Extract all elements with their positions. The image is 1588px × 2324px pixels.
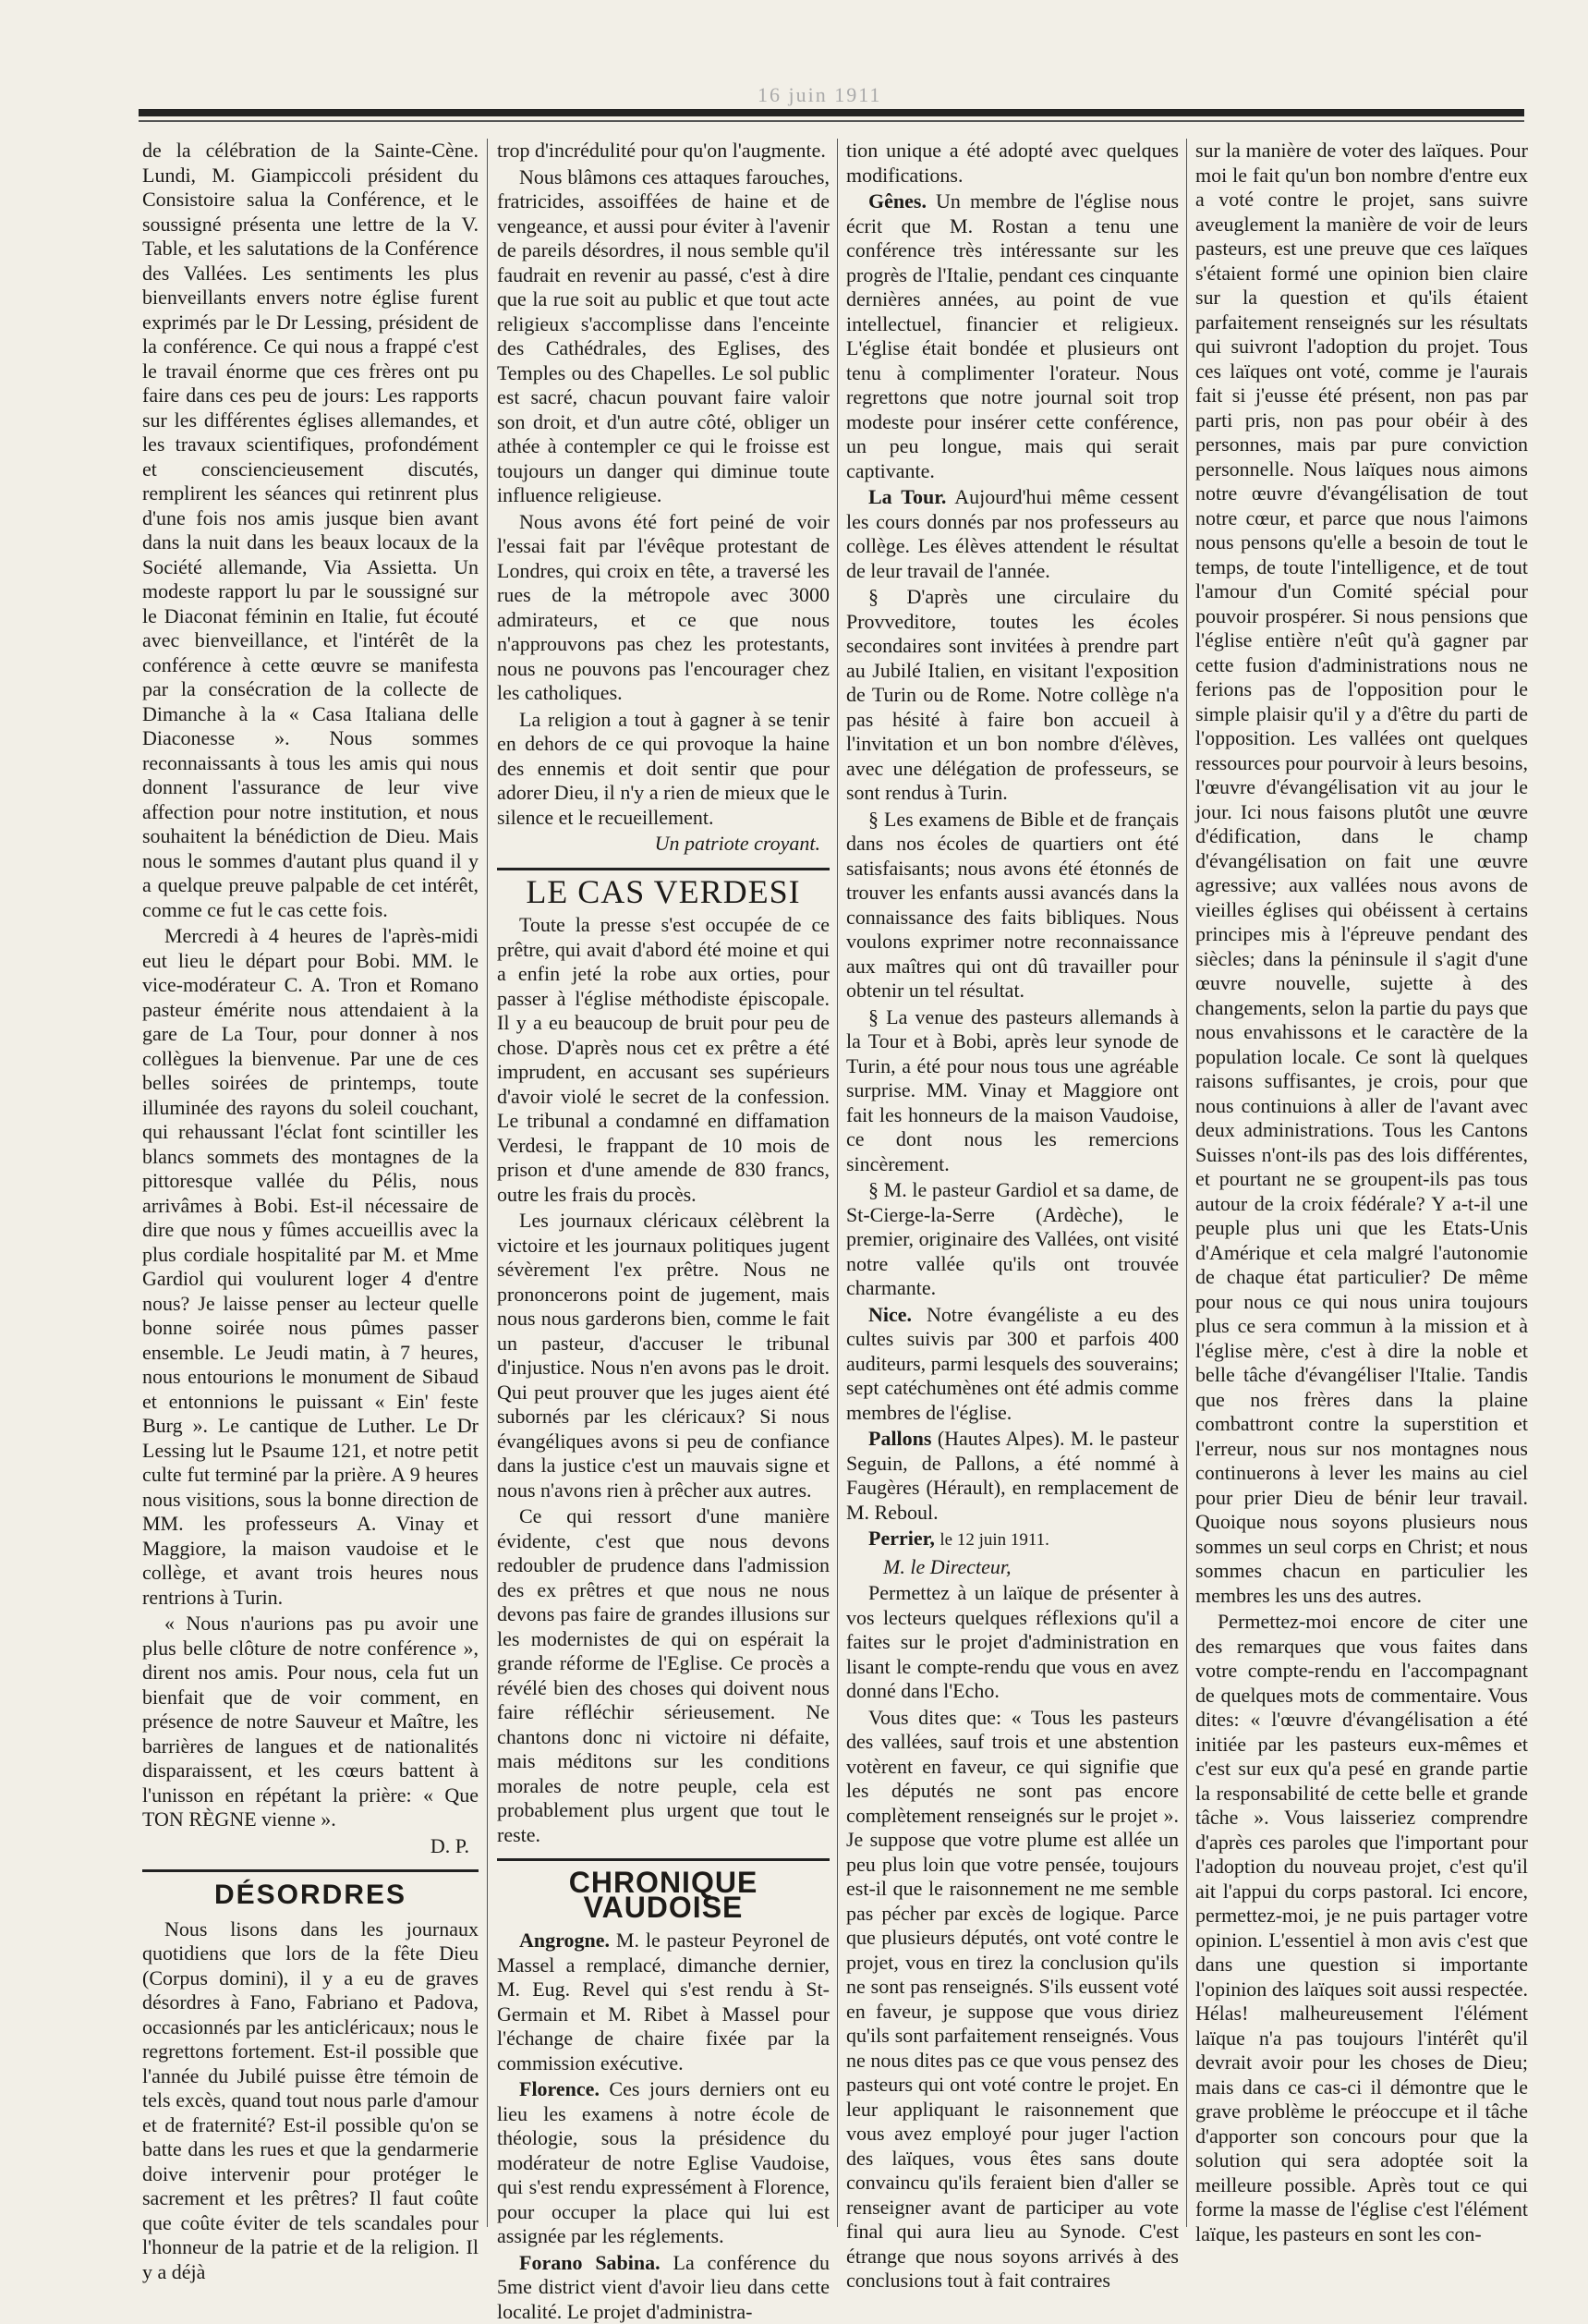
place-name: Angrogne. [519,1929,610,1952]
news-item [846,585,1179,806]
place-name: Forano Sabina. [519,2251,661,2274]
news-text: Un membre de l'église nous écrit que M. Rostan a tenu une conférence très intéressante sur les progrès de l'Italie, pendant ces cinquante dernières années, au point de vue intellectuel, financier et religieux. L'église était bondée et plusieurs ont tenu à complimenter l'orateur. Nous regrettons que notre journal soit trop modeste pour insérer cette conférence, un peu longue, mais qui serait captivante. [846,189,1179,482]
letter-salutation: M. le Directeur, [846,1555,1179,1580]
column-3 [846,139,1179,2218]
paragraph: La religion a tout à gagner à se tenir en dehors de ce qui provoque la haine des ennemis et doit sentir que pour adorer Dieu, il n'y a rien de mieux que le silence et le recueillement. [497,708,830,831]
news-item [846,1427,1179,1525]
news-item [846,1303,1179,1426]
paragraph: tion unique a été adopté avec quelques modifications. [846,139,1179,188]
news-text: Ces jours derniers ont eu lieu les examens à notre école de théologie, sous la présidence du modérateur de notre Eglise Vaudoise, qui s'est rendu expressément à Florence, pour occuper la place qui lui est assignée par les réglements. [497,2077,830,2247]
paragraph: trop d'incrédulité pour qu'on l'augmente. [497,139,830,164]
news-text: Notre évangéliste a eu des cultes suivis par 300 et parfois 400 auditeurs, parmi lesquels des souverains; sept catéchumènes ont été admis comme membres de l'église. [846,1303,1179,1424]
section-mark-icon: § [868,1178,884,1201]
paragraph: Vous dites que: « Tous les pasteurs des vallées, sauf trois et une abstention votèrent en faveur, ce qui signifie que les députés ne sont pas encore complètement renseignés sur le projet ». Je suppose que votre plume est allée un peu plus loin que votre pensée, toujours est-il que le raisonnement ne me semble pas pécher par excès de logique. Parce que plusieurs députés, ont voté contre le projet, vous en tirez la conclusion qu'ils ne sont pas renseignés. S'ils eussent voté en faveur, je suppose que vous diriez qu'ils sont parfaitement renseignés. Vous ne nous dites pas ce que vous pensez des pasteurs qui ont voté contre le projet. En leur appliquant le raisonnement que vous avez employé pour juger l'action des laïques, vous êtes sans doute convaincu qu'ils feraient bien d'aller se renseigner avant de participer au vote final qui aura lieu au Synode. C'est étrange que nous soyons arrivés à des conclusions tout à fait contraires [846,1706,1179,2294]
signature: Un patriote croyant. [497,832,820,857]
column-2 [497,139,830,2218]
paragraph: « Nous n'aurions pas pu avoir une plus belle clôture de notre conférence », dirent nos amis. Pour nous, cela fut un bienfait que de voir comment, en présence de notre Sauveur et Maître, les barrières de langues et de nationalités disparaissent, et les cœurs battent à l'unisson en répétant la prière: « Que TON RÈGNE vienne ». [142,1612,479,1832]
news-text: La venue des pasteurs allemands à la Tour et à Bobi, après leur synode de Turin, a été pour nous tous une agréable surprise. MM. Vinay et Maggiore ont fait les honneurs de la maison Vaudoise, ce dont nous les remercions sincèrement. [846,1005,1179,1175]
paragraph: Nous blâmons ces attaques farouches, fratricides, assoiffées de haine et de vengeance, et aussi pour éviter à l'avenir de pareils désordres, il nous semble qu'il faudrait en revenir au passé, c'est à dire que la rue soit au public et que tout acte religieux s'accomplisse dans l'enceinte des Cathédrales, des Eglises, des Temples ou des Chapelles. Le sol public est sacré, chacun pouvant faire valoir son droit, et d'un autre côté, obliger un athée à contempler ce qui le froisse est toujours un danger qui diminue toute influence religieuse. [497,165,830,508]
news-item [846,808,1179,1004]
paragraph: Les journaux cléricaux célèbrent la victoire et les journaux politiques jugent sévèrement l'ex prêtre. Nous ne prononcerons point de jugement, mais nous nous garderons bien, comme le fait un pasteur, d'accuser le tribunal d'injustice. Nous n'en avons pas le droit. Qui peut prouver que les juges aient été subornés par les cléricaux? Si nous évangéliques avons si peu de confiance dans la justice c'est un mauvais signe et nous n'avons rien à prêcher aux autres. [497,1209,830,1503]
place-name: Florence. [519,2077,600,2100]
paragraph: sur la manière de voter des laïques. Pour moi le fait qu'un bon nombre d'entre eux a voté contre le projet, sans suivre aveuglement la manière de voir de leurs pasteurs, est une preuve que ces laïques s'étaient formé une opinion bien claire sur la question et qu'ils étaient parfaitement renseignés sur les résultats qui suivront l'adoption du projet. Tous ces laïques ont voté, comme je l'aurais fait si j'eusse été présent, non pas par parti pris, non pas pour obéir à des personnes, mais par pure conviction personnelle. Nous laïques nous aimons notre œuvre d'évangélisation de tout notre cœur, et parce que nous l'aimons nous pensons qu'elle a besoin de tout le temps, de toute l'intelligence, et de tout l'amour d'un Comité spécial pour pouvoir prospérer. Si nous pensions que l'église entière n'eût qu'à gagner par cette fusion d'administrations nous ne ferions pas de l'opposition pour le simple plaisir qu'il y a d'être du parti de l'opposition. Les vallées ont quelques ressources pour pourvoir à leurs besoins, l'œuvre d'évangélisation vit au jour le jour. Ici nous faisons plutôt une œuvre d'édification, dans le champ d'évangélisation on fait une œuvre agressive; aux vallées nous avons de vieilles églises qui obéissent à certains principes mis à l'épreuve pendant des siècles; dans la péninsule il s'agit d'une œuvre nouvelle, sujette à des changements, selon la partie du pays que nous envahissons et le caractère de la population locale. Ce sont là quelques raisons suffisantes, je crois, pour que nous continuions à aller de l'avant avec deux administrations. Tous les Cantons Suisses n'ont-ils pas des lois différentes, et pourtant ne se groupent-ils pas tous autour de la croix fédérale? Y a-t-il une peuple plus uni que les Etats-Unis d'Amérique et cela malgré l'autonomie de chaque état particulier? De même pour nous ce qui nous unira toujours plus ce sera commun à la mission et à l'église mère, c'est à dire la noble et belle tâche d'évangéliser l'Italie. Tandis que nos frères dans la plaine combattront contre la superstition et l'erreur, nous sur nos montagnes nous continuerons à lever les mains au ciel pour prier Dieu de bénir leur travail. Quoique nous soyons plusieurs nous sommes un seul corps en Christ; et nous sommes chacun en particulier les membres les uns des autres. [1195,139,1528,1608]
section-heading: DÉSORDRES [142,1869,479,1908]
section-mark-icon: § [868,808,884,831]
paragraph: de la célébration de la Sainte-Cène. Lundi, M. Giampiccoli président du Consistoire salua la Conférence, et le soussigné présenta une lettre de la V. Table, et les salutations de la Conférence des Vallées. Les sentiments les plus bienveillants envers notre église furent exprimés par le Dr Lessing, président de la conférence. Ce qui nous a frappé c'est le travail énorme que ces frères ont pu faire dans ces peu de jours: Les rapports sur les différentes églises allemandes, et les travaux scientifiques, profondément et consciencieusement discutés, remplirent les séances qui retinrent plus d'une fois nos amis jusque bien avant dans la nuit dans les beaux locaux de la Société allemande, Via Assietta. Un modeste rapport lu par le soussigné sur le Diaconat féminin en Italie, fut écouté avec bienveillance, et l'intérêt de la conférence à cette œuvre se manifesta par la consécration de la collecte de Dimanche à la « Casa Italiana delle Diaconesse ». Nous sommes reconnaissants à tous les amis qui nous donnent l'assurance de leur vive affection pour notre institution, et nous souhaitent la bénédiction de Dieu. Mais nous le sommes d'autant plus quand il y a quelque preuve palpable de cet intérêt, comme ce fut le cas cette fois. [142,139,479,922]
paragraph: Permettez-moi encore de citer une des remarques que vous faites dans votre compte-rendu en l'accompagnant de quelques mots de commentaire. Vous dites: « l'œuvre d'évangélisation a été initiée par les pasteurs eux-mêmes et c'est sur eux qu'a pesé en grande partie la responsabilité de cette belle et grande tâche ». Vous laisseriez comprendre d'après ces paroles que l'important pour l'adoption du nouveau projet, c'est qu'il ait l'appui du corps pastoral. Ici encore, permettez-moi, je ne puis partager votre opinion. L'essentiel à mon avis c'est que dans une question si importante l'opinion des laïques soit aussi respectée. Hélas! malheureusement l'élément laïque n'a pas toujours l'intérêt qu'il devrait avoir pour les choses de Dieu; mais dans ce cas-ci il démontre que le grave problème le préoccupe et il tâche d'apporter son concours pour que la solution qui sera adoptée soit la meilleure possible. Après tout ce qui forme la masse de l'église c'est l'élément laïque, les pasteurs en sont les con- [1195,1610,1528,2246]
section-mark-icon: § [868,1005,886,1028]
news-text: D'après une circulaire du Provveditore, toutes les écoles secondaires sont invitées à prendre part au Jubilé Italien, en visitant l'exposition de Turin ou de Rome. Notre collège n'a pas hésité à faire bon accueil à l'invitation et un bon nombre d'élèves, avec une délégation de professeurs, se sont rendus à Turin. [846,585,1179,804]
place-name: Pallons [868,1427,931,1450]
news-item [846,189,1179,483]
letter-date: le 12 juin 1911. [939,1530,1049,1550]
news-text: Les examens de Bible et de français dans nos écoles de quartiers ont été satisfaisants; nous avons été étonnés de trouver les enfants aussi avancés dans la connaissance des faits bibliques. Nous voulons exprimer notre reconnaissance aux maîtres qui ont dû travailler pour obtenir un tel résultat. [846,808,1179,1003]
column-divider [837,139,838,2227]
news-text: M. le pasteur Gardiol et sa dame, de St-Cierge-la-Serre (Ardèche), le premier, originaire des Vallées, ont visité notre vallée qu'ils ont trouvée charmante. [846,1178,1179,1299]
paragraph: Permettez à un laïque de présenter à vos lecteurs quelques réflexions qu'il a faites sur le projet d'administration en lisant le compte-rendu que vous en avez donné dans l'Echo. [846,1581,1179,1704]
news-text: M. le pasteur Peyronel de Massel a remplacé, dimanche dernier, M. Eug. Revel qui s'est rendu à St-Germain et M. Ribet à Massel pour l'échange de chaire fixée par la commission exécutive. [497,1929,830,2075]
column-divider [487,139,488,2227]
signature: D. P. [142,1834,469,1859]
paragraph: Nous lisons dans les journaux quotidiens que lors de la fête Dieu (Corpus domini), il y a eu de graves désordres à Fano, Fabriano et Padova, occasionnés par les anticléricaux; nous le regrettons fortement. Est-il possible que l'année du Jubilé puisse être témoin de tels excès, quand tout nous parle d'amour et de fraternité? Est-il possible qu'on se batte dans les rues et que la gendarmerie doive intervenir pour protéger le sacrement et les prêtres? Il faut coûte que coûte éviter de tels scandales pour l'honneur de la patrie et de la religion. Il y a déjà [142,1917,479,2285]
paragraph: Toute la presse s'est occupée de ce prêtre, qui avait d'abord été moine et qui a enfin jeté la robe aux orties, pour passer à l'église méthodiste épiscopale. Il y a eu beaucoup de bruit pour peu de chose. D'après nous cet ex prêtre a été imprudent, en accusant ses supérieurs d'avoir violé le secret de la confession. Le tribunal a condamné en diffamation Verdesi, le frappant de 10 mois de prison et d'une amende de 830 francs, outre les frais du procès. [497,913,830,1207]
column-1 [142,139,479,2218]
section-mark-icon: § [868,585,906,608]
column-4 [1195,139,1528,2218]
news-text: La conférence du 5me district vient d'avoir lieu dans cette localité. Le projet d'administra- [497,2251,830,2323]
news-item [846,485,1179,583]
news-item [846,1005,1179,1177]
news-text: (Hautes Alpes). M. le pasteur Seguin, de Pallons, a été nommé à Faugères (Hérault), en remplacement de M. Reboul. [846,1427,1179,1524]
place-name: Gênes. [868,189,927,213]
news-text: Aujourd'hui même cessent les cours donnés par nos professeurs au collège. Les élèves attendent le résultat de leur travail de l'année. [846,485,1179,582]
section-heading: LE CAS VERDESI [497,868,830,905]
place-name: Nice. [868,1303,912,1326]
place-name: La Tour. [868,485,946,508]
news-item [497,1929,830,2075]
paragraph: Nous avons été fort peiné de voir l'essai fait par l'évêque protestant de Londres, qui croix en tête, a traversé les rues de la métropole avec 3000 admirateurs, et ce que nous n'approuvons pas chez les protestants, nous ne pouvons pas l'encourager chez les catholiques. [497,510,830,706]
top-rule-thin [139,120,1524,122]
column-divider [1186,139,1187,2227]
news-item [846,1178,1179,1301]
top-rule [139,109,1524,116]
letter-dateline [846,1527,1179,1553]
news-item [497,2251,830,2324]
paragraph: Ce qui ressort d'une manière évidente, c'est que nous devons redoubler de prudence dans l'admission des ex prêtres et que nous ne nous devons pas faire de grandes illusions sur les modernistes de qui on espérait la grande réforme de l'Eglise. Ce procès a révélé bien des choses qui doivent nous faire réfléchir sérieusement. Ne chantons donc ni victoire ni défaite, mais méditons sur les conditions morales de notre peuple, cela est probablement plus urgent que tout le reste. [497,1504,830,1847]
paragraph: Mercredi à 4 heures de l'après-midi eut lieu le départ pour Bobi. MM. le vice-modérateur C. A. Tron et Romano pasteur émérite nous attendaient à la gare de La Tour, pour donner à nos collègues la bienvenue. Par une de ces belles soirées de printemps, toute illuminée des rayons du soleil couchant, qui rehaussant l'éclat font scintiller les blancs sommets des montagnes de la pittoresque vallée du Pélis, nous arrivâmes à Bobi. Est-il nécessaire de dire que nous y fûmes accueillis avec la plus cordiale hospitalité par M. et Mme Gardiol qui voulurent loger 4 d'entre nous? Je laisse penser au lecteur quelle bonne soirée nous pûmes passer ensemble. Le Jeudi matin, à 7 heures, nous entourions le monument de Sibaud et entonnions le puissant « Ein' feste Burg ». Le cantique de Luther. Le Dr Lessing lut le Psaume 121, et notre petit culte fut terminé par la prière. A 9 heures nous visitions, sous la bonne direction de MM. les professeurs A. Vinay et Maggiore, la maison vaudoise et le collège, et avant trois heures nous rentrions à Turin. [142,924,479,1610]
news-item [497,2077,830,2249]
header-date: 16 juin 1911 [758,83,881,107]
section-heading: CHRONIQUE VAUDOISE [497,1858,830,1919]
place-name: Perrier, [868,1527,935,1550]
